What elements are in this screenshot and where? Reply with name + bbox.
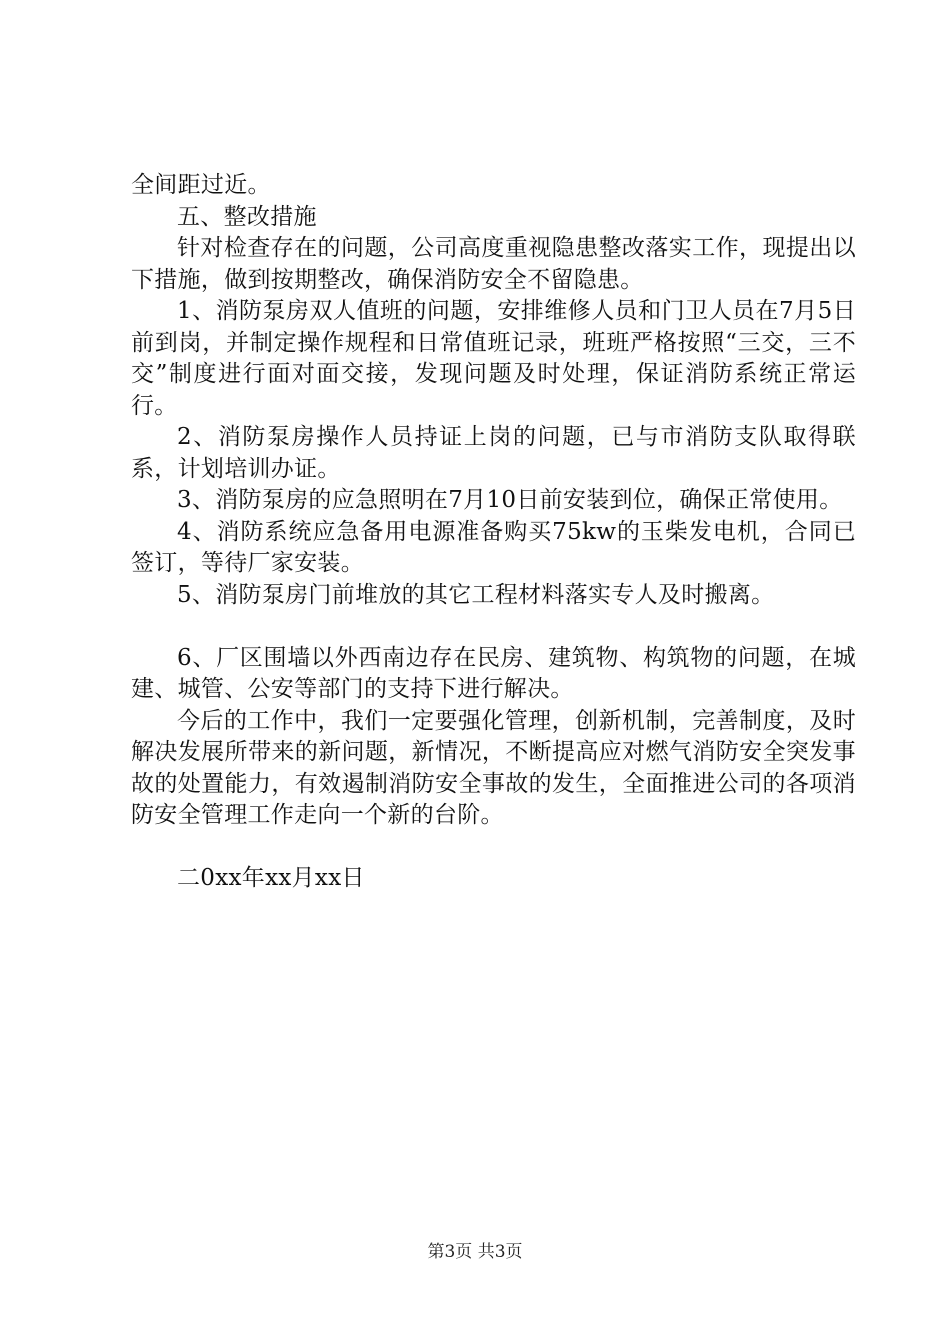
document-body	[131, 170, 856, 895]
list-item-1: 1、消防泵房双人值班的问题，安排维修人员和门卫人员在7月5日前到岗，并制定操作规程和日常值班记录，班班严格按照“三交，三不交”制度进行面对面交接，发现问题及时处理，保证消防系统正常运行。	[131, 298, 856, 419]
list-item-5: 5、消防泵房门前堆放的其它工程材料落实专人及时搬离。	[177, 581, 775, 608]
paragraph-conclusion: 今后的工作中，我们一定要强化管理，创新机制，完善制度，及时解决发展所带来的新问题，新情况，不断提高应对燃气消防安全突发事故的处置能力，有效遏制消防安全事故的发生，全面推进公司的各项消防安全管理工作走向一个新的台阶。	[131, 707, 856, 828]
paragraph-continuation: 全间距过近。	[131, 172, 271, 198]
list-item-4: 4、消防系统应急备用电源准备购买75kw的玉柴发电机，合同已签订，等待厂家安装。	[131, 518, 856, 576]
date-line: 二0xx年xx月xx日	[177, 865, 365, 891]
list-item-6: 6、厂区围墙以外西南边存在民房、建筑物、构筑物的问题，在城建、城管、公安等部门的支持下进行解决。	[131, 644, 856, 702]
list-item-3: 3、消防泵房的应急照明在7月10日前安装到位，确保正常使用。	[177, 487, 843, 513]
page-number-footer: 第3页 共3页	[427, 1242, 523, 1262]
section-heading: 五、整改措施	[177, 203, 317, 230]
list-item-2: 2、消防泵房操作人员持证上岗的问题，已与市消防支队取得联系，计划培训办证。	[131, 424, 856, 482]
paragraph-intro: 针对检查存在的问题，公司高度重视隐患整改落实工作，现提出以下措施，做到按期整改，确保消防安全不留隐患。	[131, 235, 856, 293]
